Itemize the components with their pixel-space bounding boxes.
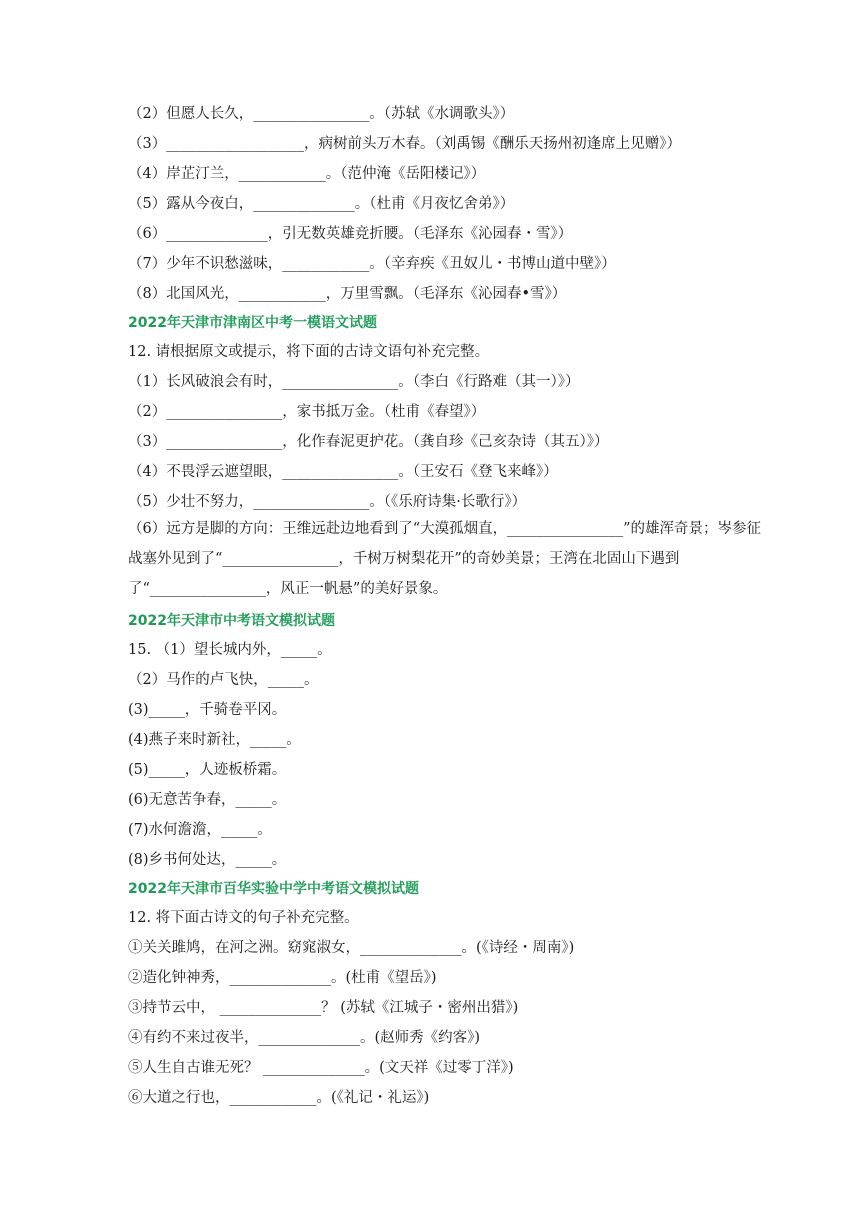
question-line: (3)_____，千骑卷平冈。 bbox=[128, 702, 287, 718]
question-line: （8）北国风光，____________，万里雪飘。（毛泽东《沁园春•雪》） bbox=[128, 286, 567, 302]
section-heading: 2022年天津市津南区中考一模语文试题 bbox=[128, 315, 377, 331]
question-line: (6)无意苦争春，_____。 bbox=[128, 792, 287, 808]
question-line: ①关关雎鸠，在河之洲。窈窕淑女，______________。(《诗经・周南》) bbox=[128, 940, 575, 956]
question-line: （3）___________________，病树前头万木春。（刘禹锡《酬乐天扬州初逢席上见赠》） bbox=[128, 136, 681, 152]
section-heading: 2022年天津市中考语文模拟试题 bbox=[128, 613, 335, 629]
question-line: ⑥大道之行也，____________。(《礼记・礼运》) bbox=[128, 1090, 430, 1106]
question-line: （7）少年不识愁滋味，____________。（辛弃疾《丑奴儿・书博山道中壁》） bbox=[128, 256, 616, 272]
question-line: （6）______________，引无数英雄竞折腰。（毛泽东《沁园春・雪》） bbox=[128, 226, 573, 242]
question-line: （5）少壮不努力，________________。（《乐府诗集·长歌行》） bbox=[128, 494, 527, 510]
question-line: ⑤人生自古谁无死？ ______________。(文天祥《过零丁洋》) bbox=[128, 1060, 514, 1076]
question-line: 15. （1）望长城内外，_____。 bbox=[128, 642, 332, 658]
question-line: （1）长风破浪会有时，________________。（李白《行路难（其一）》） bbox=[128, 374, 580, 390]
question-line: 12. 将下面古诗文的句子补充完整。 bbox=[128, 910, 359, 926]
question-line: （2）马作的卢飞快，_____。 bbox=[128, 672, 319, 688]
section-heading: 2022年天津市百华实验中学中考语文模拟试题 bbox=[128, 881, 419, 897]
question-line: （4）不畏浮云遮望眼，________________。（王安石《登飞来峰》） bbox=[128, 464, 558, 480]
question-line: (7)水何澹澹，_____。 bbox=[128, 822, 272, 838]
question-line: （2）但愿人长久，________________。（苏轼《水调歌头》） bbox=[128, 106, 515, 122]
question-line: ②造化钟神秀，______________。(杜甫《望岳》) bbox=[128, 970, 437, 986]
question-line: （2）________________，家书抵万金。（杜甫《春望》） bbox=[128, 404, 486, 420]
question-line: 12. 请根据原文或提示，将下面的古诗文语句补充完整。 bbox=[128, 344, 490, 360]
question-line: ③持节云中， ______________？ (苏轼《江城子・密州出猎》) bbox=[128, 1000, 519, 1016]
question-line: （3）________________，化作春泥更护花。（龚自珍《己亥杂诗（其五）》） bbox=[128, 434, 609, 450]
question-line: （4）岸芷汀兰，____________。（范仲淹《岳阳楼记》） bbox=[128, 166, 486, 182]
question-line: ④有约不来过夜半，______________。(赵师秀《约客》) bbox=[128, 1030, 481, 1046]
question-line: (8)乡书何处达，_____。 bbox=[128, 852, 287, 868]
question-line: (5)_____，人迹板桥霜。 bbox=[128, 762, 287, 778]
question-paragraph: （6）远方是脚的方向：王维远赴边地看到了“大漠孤烟直，________________”的雄浑奇景；岑参征战塞外见到了“________________，千树万树梨花开”的奇妙美景；王湾在北固山下遇到了“________________，风正一帆悬”的美好景象。 bbox=[128, 521, 762, 597]
question-line: (4)燕子来时新社，_____。 bbox=[128, 732, 301, 748]
question-line: （5）露从今夜白，______________。（杜甫《月夜忆舍弟》） bbox=[128, 196, 515, 212]
